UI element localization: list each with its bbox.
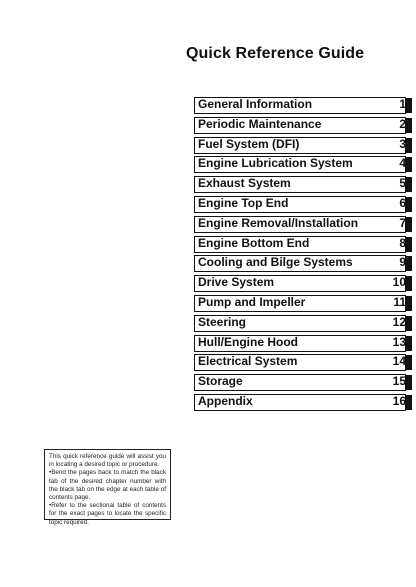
chapter-tab: [406, 98, 412, 113]
chapter-row[interactable]: [194, 235, 410, 255]
chapter-number: 7: [399, 215, 406, 230]
chapter-label: Engine Removal/Installation: [198, 215, 359, 230]
chapter-tab: [406, 395, 412, 410]
chapter-number: 14: [392, 354, 406, 369]
chapter-label: Cooling and Bilge Systems: [198, 255, 353, 270]
chapter-row[interactable]: [194, 195, 410, 215]
chapter-number: 10: [392, 275, 406, 290]
chapter-number: 15: [392, 374, 406, 389]
chapter-tab: [406, 276, 412, 291]
chapter-row[interactable]: [194, 314, 410, 334]
chapter-label: Engine Top End: [198, 195, 289, 210]
chapter-label: Fuel System (DFI): [198, 136, 300, 151]
chapter-label: General Information: [198, 97, 313, 111]
chapter-tab: [406, 177, 412, 192]
chapter-label: Electrical System: [198, 354, 298, 369]
chapter-row[interactable]: [194, 353, 410, 373]
chapter-row[interactable]: [194, 116, 410, 136]
chapter-tab: [406, 138, 412, 153]
chapter-tab: [406, 336, 412, 351]
chapter-number: 11: [393, 294, 406, 309]
chapter-tab: [406, 256, 412, 271]
chapter-tab: [406, 375, 412, 390]
chapter-row[interactable]: [194, 175, 410, 195]
chapter-row[interactable]: [194, 96, 410, 116]
chapter-label: Appendix: [198, 393, 253, 408]
chapter-label: Exhaust System: [198, 176, 291, 191]
instruction-note: [44, 449, 171, 526]
chapter-tab: [406, 355, 412, 370]
chapter-label: Pump and Impeller: [198, 294, 306, 309]
chapter-number: 9: [399, 255, 406, 270]
chapter-number: 6: [399, 195, 406, 210]
chapter-number: 8: [399, 235, 406, 250]
chapter-row[interactable]: [194, 136, 410, 156]
chapter-number: 12: [392, 314, 406, 329]
chapter-number: 5: [399, 176, 406, 191]
chapter-label: Periodic Maintenance: [198, 116, 322, 131]
chapter-label: Engine Bottom End: [198, 235, 310, 250]
chapter-tab: [406, 157, 412, 172]
note-bullet: •Bend the pages back to match the black tab of the desired chapter number with the black tab on the edge at each table of contents page.: [49, 469, 166, 502]
chapter-label: Storage: [198, 374, 243, 389]
chapter-row[interactable]: [194, 294, 410, 314]
chapter-number: 3: [399, 136, 406, 151]
chapter-number: 13: [392, 334, 406, 349]
chapter-label: Engine Lubrication System: [198, 156, 353, 171]
chapter-row[interactable]: [194, 393, 410, 413]
chapter-tab: [406, 316, 412, 331]
chapter-tab: [406, 237, 412, 252]
chapter-row[interactable]: [194, 274, 410, 294]
chapter-number: 4: [399, 156, 406, 171]
note-bullet: •Refer to the sectional table of contents for the exact pages to locate the specific topic required.: [49, 502, 166, 526]
chapter-row[interactable]: [194, 155, 410, 175]
chapter-tab: [406, 197, 412, 212]
chapter-tab: [406, 118, 412, 133]
chapter-index: [194, 96, 410, 413]
chapter-row[interactable]: [194, 334, 410, 354]
chapter-tab: [406, 296, 412, 311]
chapter-row[interactable]: [194, 373, 410, 393]
chapter-row[interactable]: [194, 215, 410, 235]
chapter-number: 16: [392, 393, 406, 408]
chapter-label: Hull/Engine Hood: [198, 334, 298, 349]
page-title: Quick Reference Guide: [186, 45, 365, 62]
note-intro: This quick reference guide will assist you in locating a desired topic or procedure.: [49, 453, 166, 469]
chapter-number: 2: [399, 116, 406, 131]
chapter-number: 1: [399, 97, 406, 111]
chapter-tab: [406, 217, 412, 232]
chapter-row[interactable]: [194, 254, 410, 274]
chapter-label: Drive System: [198, 275, 275, 290]
chapter-label: Steering: [198, 314, 247, 329]
